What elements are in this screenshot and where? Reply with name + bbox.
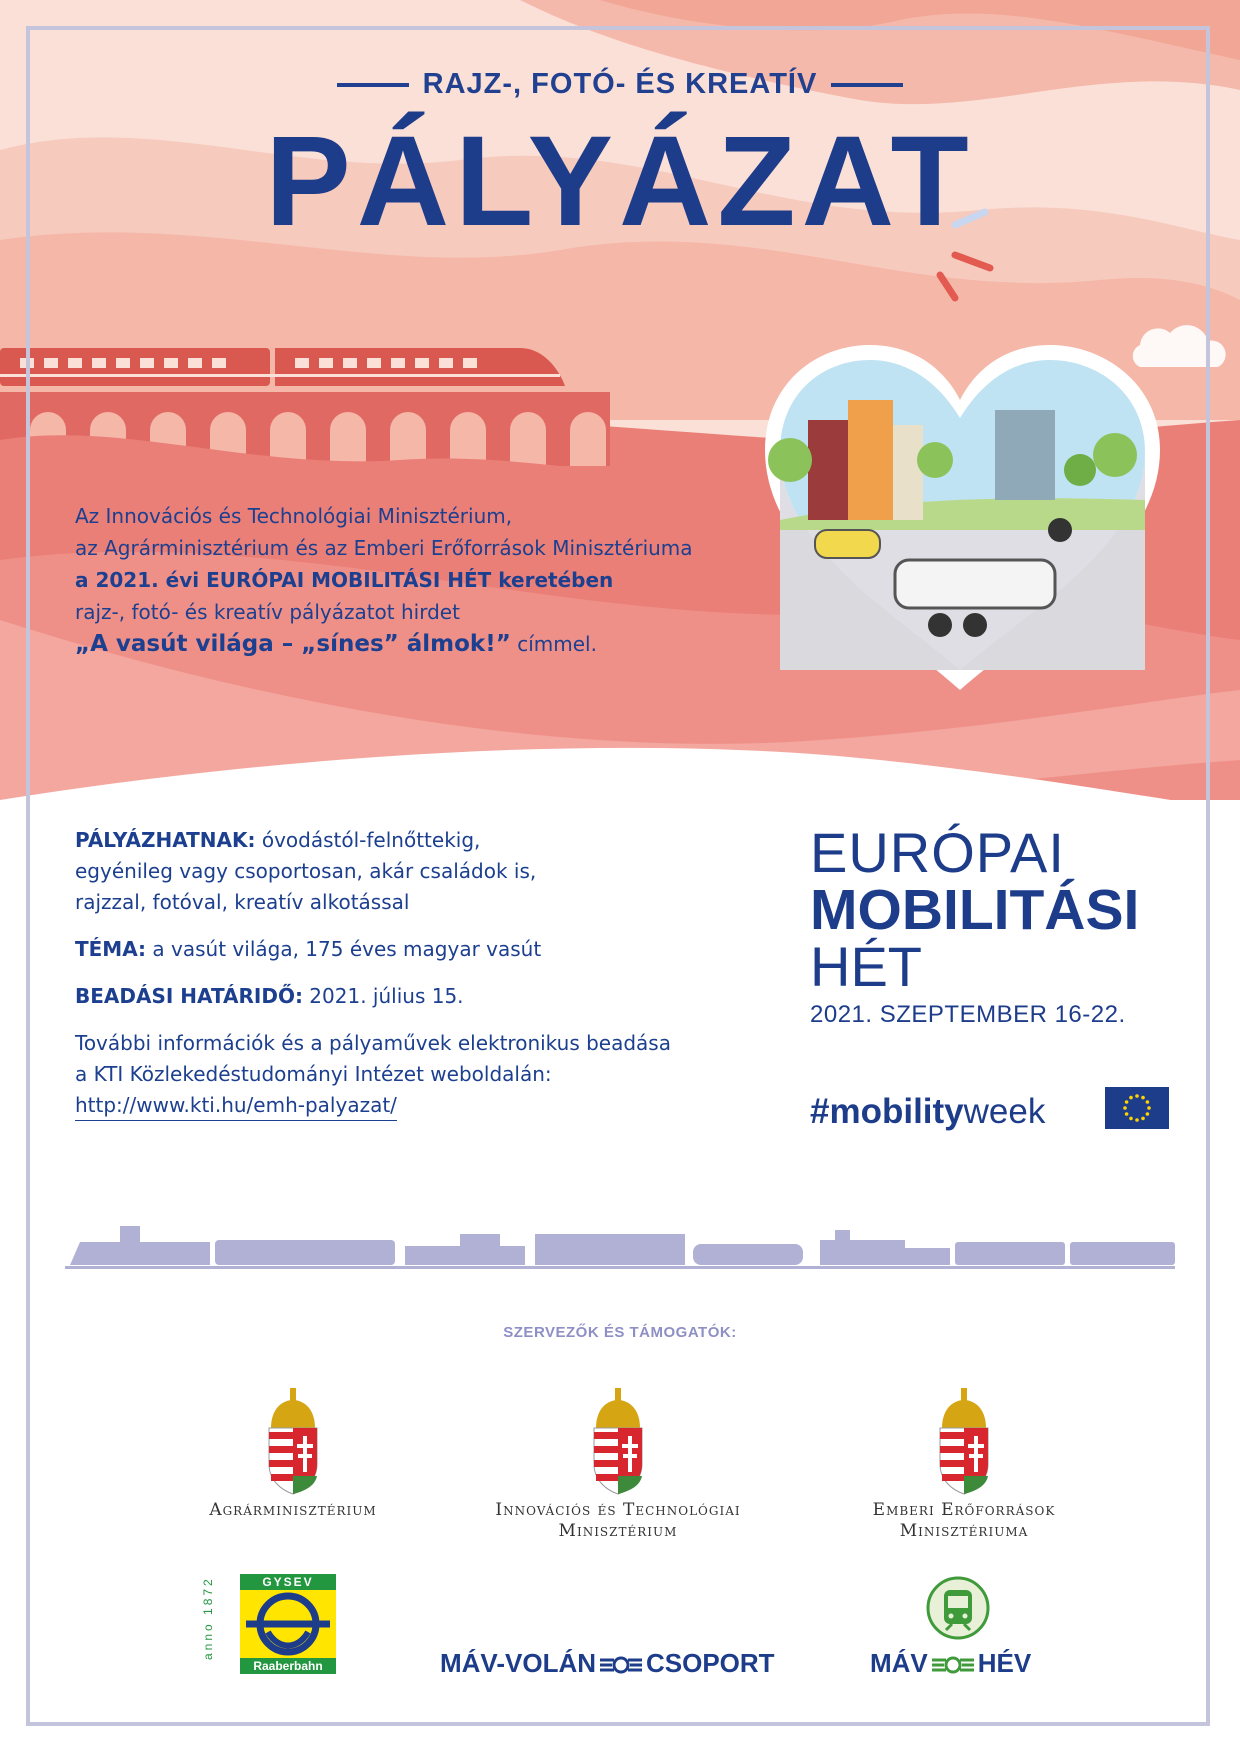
hev-train-icon [926,1576,990,1640]
emh-line-3: HÉT [810,935,922,998]
title-kicker [0,68,1240,101]
gysev-top-text: GYSEV [262,1575,314,1589]
coat-of-arms-icon [588,1388,648,1498]
who-line-1: óvodástól-felnőttekig, [255,828,481,852]
main-title: PÁLYÁZAT [265,110,975,253]
emh-line-1: EURÓPAI [810,821,1065,884]
intro-quote: „A vasút világa – „sínes” álmok!” [75,631,511,657]
gysev-logo [240,1574,336,1674]
ministry-emmi-line-1: Emberi Erőforrások [872,1500,1056,1520]
ministry-itm [458,1500,778,1542]
eu-flag-icon [1105,1087,1169,1129]
who-line-2: egyénileg vagy csoportosan, akár családok is, [75,859,537,883]
intro-line-1: Az Innovációs és Technológiai Minisztérium, [75,504,513,528]
who-line-3: rajzzal, fotóval, kreatív alkotással [75,890,410,914]
emh-line-2: MOBILITÁSI [810,878,1140,942]
ministry-emmi [804,1500,1124,1542]
mav-hev-wing-icon [930,1654,976,1676]
ministry-agri [133,1500,453,1521]
more-info-line-1: További információk és a pályaművek elektronikus beadása [75,1031,671,1055]
hashtag-bold: #mobility [810,1092,964,1131]
intro-line-4: rajz-, fotó- és kreatív pályázatot hirdet [75,600,460,624]
mav-wing-icon [598,1654,644,1676]
kicker-line-left [337,83,409,87]
kicker-text: RAJZ-, FOTÓ- ÉS KREATÍV [422,68,818,100]
coat-of-arms-icon [263,1388,323,1498]
mobility-week-logo [810,821,1190,1029]
intro-text [75,500,755,660]
more-info-line-2: a KTI Közlekedéstudományi Intézet weboldalán: [75,1062,552,1086]
intro-line-2: az Agrárminisztérium és az Emberi Erőforrások Minisztériuma [75,536,693,560]
info-block [75,825,755,1121]
hashtag [810,1092,1045,1132]
topic-label: TÉMA: [75,937,147,961]
mav-volan-logo [440,1648,775,1679]
deadline-label: BEADÁSI HATÁRIDŐ: [75,984,303,1008]
sponsors-heading: SZERVEZŐK ÉS TÁMOGATÓK: [503,1324,737,1341]
intro-quote-suffix: címmel. [510,632,597,656]
mav-volan-right: CSOPORT [646,1648,775,1678]
ministry-emmi-line-2: Minisztériuma [899,1521,1029,1541]
kicker-line-right [831,83,903,87]
application-link[interactable]: http://www.kti.hu/emh-palyazat/ [75,1093,397,1121]
hashtag-rest: week [963,1092,1046,1131]
mav-hev-left: MÁV [870,1648,928,1678]
who-label: PÁLYÁZHATNAK: [75,828,256,852]
deadline-value: 2021. július 15. [302,984,464,1008]
mav-hev-logo [870,1648,1031,1679]
ministry-itm-line-2: Minisztérium [558,1521,678,1541]
gysev-anno: anno 1872 [201,1576,215,1660]
mav-hev-right: HÉV [977,1648,1032,1678]
emh-date: 2021. SZEPTEMBER 16-22. [810,1001,1126,1028]
ministry-itm-line-1: Innovációs és Technológiai [495,1500,741,1520]
gysev-bottom-text: Raaberbahn [253,1659,323,1673]
coat-of-arms-icon [934,1388,994,1498]
mav-volan-left: MÁV-VOLÁN [440,1648,596,1678]
topic-value: a vasút világa, 175 éves magyar vasút [146,937,542,961]
intro-line-3: a 2021. évi EURÓPAI MOBILITÁSI HÉT keretében [75,568,614,592]
ministry-agri-name: Agrárminisztérium [209,1500,377,1520]
